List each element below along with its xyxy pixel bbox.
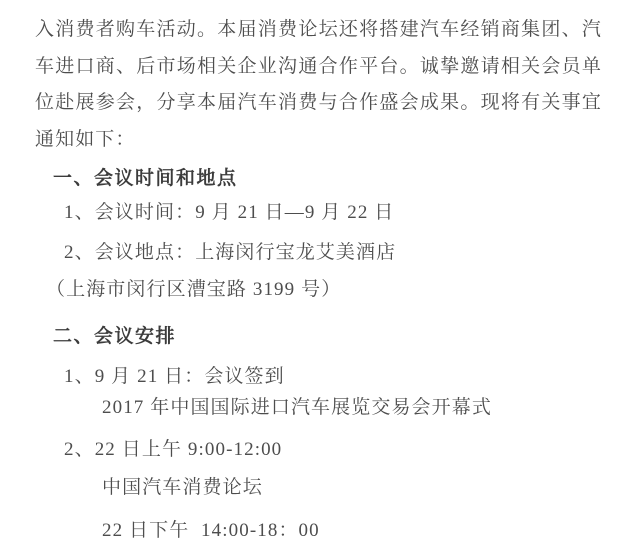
schedule-afternoon: 22 日下午 14:00-18：00	[102, 520, 320, 541]
meeting-place-item: 2、会议地点：上海闵行宝龙艾美酒店	[64, 242, 397, 263]
schedule-opening-ceremony: 2017 年中国国际进口汽车展览交易会开幕式	[102, 397, 492, 418]
section-1-heading: 一、会议时间和地点	[53, 168, 238, 189]
section-2-heading: 二、会议安排	[53, 326, 177, 347]
meeting-time-item: 1、会议时间：9 月 21 日—9 月 22 日	[64, 202, 395, 223]
schedule-item-1: 1、9 月 21 日：会议签到	[64, 366, 285, 387]
address-note: （上海市闵行区漕宝路 3199 号）	[46, 279, 342, 300]
schedule-item-2: 2、22 日上午 9:00-12:00	[64, 439, 283, 460]
intro-paragraph: 入消费者购车活动。本届消费论坛还将搭建汽车经销商集团、汽车进口商、后市场相关企业沟通合作平台。诚挚邀请相关会员单位赴展参会，分享本届汽车消费与合作盛会成果。现将有关事宜通知如下：	[35, 19, 602, 150]
schedule-forum: 中国汽车消费论坛	[102, 477, 263, 498]
